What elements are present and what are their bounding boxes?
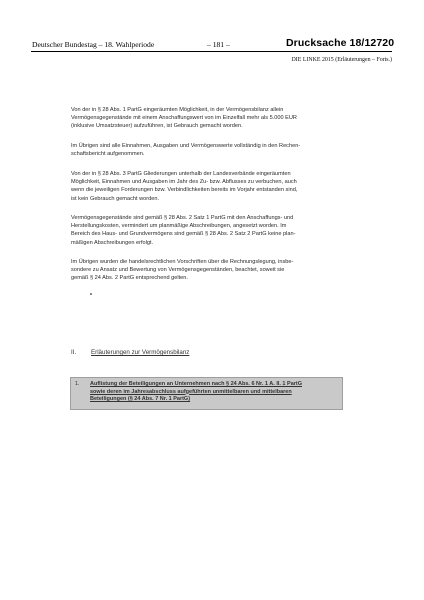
highlighted-subsection-box (70, 377, 343, 410)
paragraph-line: Vermögensgegenstände sind gemäß § 28 Abs. 2 Satz 1 PartG mit den Anschaffungs- und (71, 215, 294, 221)
subsection-title-line: Auflistung der Beteiligungen an Unternehmen nach § 24 Abs. 6 Nr. 1 A. II. 1 PartG (90, 381, 302, 387)
paragraph-2 (71, 142, 362, 158)
header-drucksache-number: 12720 (364, 37, 395, 49)
paragraph-3 (71, 170, 362, 203)
subheader: DIE LINKE 2015 (Erläuterungen – Forts.) (291, 57, 392, 63)
section-heading (71, 349, 189, 356)
paragraph-line: (inklusive Umsatzsteuer) aufzuführen, ist Gebrauch gemacht worden. (71, 123, 243, 130)
paragraph-line: schaftsbericht aufgenommen. (71, 151, 145, 158)
scan-speck (90, 293, 92, 295)
paragraph-line: Bereich des Haus- und Grundvermögens sind gemäß § 28 Abs. 2 Satz 2 PartG keine plan- (71, 231, 296, 238)
paragraph-line: Herstellungskosten, vermindert um planmäßige Abschreibungen, angesetzt worden. Im (71, 223, 287, 230)
paragraph-1 (71, 106, 362, 131)
header-drucksache-label: Drucksache 18/ (286, 37, 365, 49)
subsection-title-line: Beteiligungen (§ 24 Abs. 7 Nr. 1 PartG) (90, 396, 191, 403)
paragraph-line: Vermögensgegenstände mit einem Anschaffungswert von im Einzelfall mehr als 5.000 EUR (71, 115, 297, 122)
header-page-number: – 181 – (207, 40, 230, 49)
paragraph-line: ist kein Gebrauch gemacht worden. (71, 195, 159, 202)
paragraph-line: Möglichkeit, Einnahmen und Ausgaben im Jahr des Zu- bzw. Abflusses zu verbuchen, auch (71, 179, 297, 186)
subsection-number: 1. (75, 381, 80, 387)
paragraph-line: sondere zu Ansatz und Bewertung von Vermögensgegenständen, beachtet, soweit sie (71, 267, 285, 274)
paragraph-line: Von der in § 28 Abs. 3 PartG Gliederungen unterhalb der Landesverbände eingeräumten (71, 171, 291, 177)
subsection-title (90, 381, 340, 404)
header-left: Deutscher Bundestag – 18. Wahlperiode (32, 40, 155, 49)
paragraph-5 (71, 258, 362, 283)
header-rule (31, 51, 392, 52)
paragraph-4 (71, 214, 362, 247)
paragraph-line: Im Übrigen sind alle Einnahmen, Ausgaben und Vermögenswerte vollständig in den Rechen- (71, 143, 301, 149)
section-title: Erläuterungen zur Vermögensbilanz (91, 349, 190, 356)
section-number: II. (71, 349, 77, 356)
paragraph-line: wenn die jeweiligen Forderungen bzw. Verbindlichkeiten bereits im Vorjahr entstanden sind, (71, 187, 298, 194)
paragraph-line: Im Übrigen wurden die handelsrechtlichen Vorschriften über die Rechnungslegung, insbe- (71, 259, 294, 265)
subsection-title-line: sowie deren im Jahresabschluss aufgeführten unmittelbaren und mittelbaren (90, 388, 292, 395)
paragraph-line: Von der in § 28 Abs. 1 PartG eingeräumten Möglichkeit, in der Vermögensbilanz allein (71, 107, 284, 113)
paragraph-line: mäßigen Abschreibungen erfolgt. (71, 239, 154, 246)
paragraph-line: gemäß § 24 Abs. 2 PartG entsprechend gelten. (71, 275, 188, 282)
header-drucksache (286, 37, 394, 49)
